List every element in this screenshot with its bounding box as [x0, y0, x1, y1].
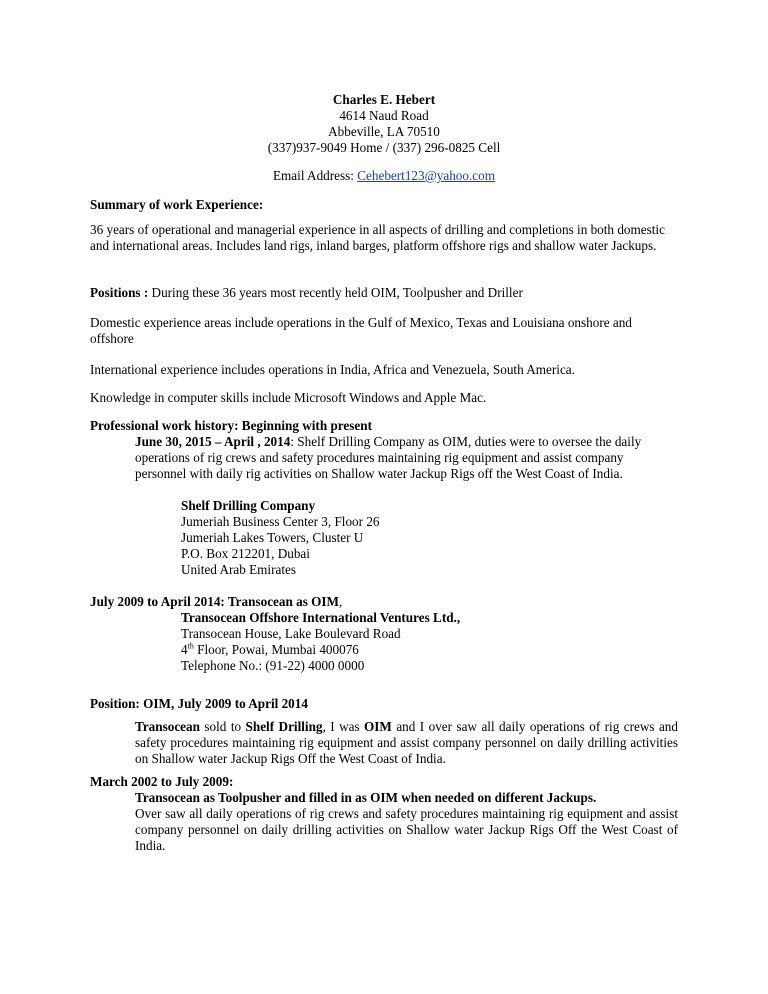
company2-name: Transocean Offshore International Ventures Ltd., [181, 610, 461, 625]
position-description [135, 719, 678, 767]
person-name: Charles E. Hebert [332, 92, 436, 107]
floor-number: 4 [181, 642, 188, 657]
job2-comma: , [338, 594, 343, 609]
company1-line4: United Arab Emirates [181, 562, 296, 577]
company2-line2 [181, 642, 581, 658]
company1-name: Shelf Drilling Company [181, 498, 316, 513]
position-text-c: and I over saw all daily operations of rig crews and safety procedures maintaining rig equipment and assist company personnel on daily drilling activities on Shallow water Jackup Rigs Off the West Coast of India. [135, 719, 678, 766]
company1-line2: Jumeriah Lakes Towers, Cluster U [181, 530, 364, 545]
domestic-experience: Domestic experience areas include operations in the Gulf of Mexico, Texas and Louisiana onshore and offshore [90, 315, 632, 346]
oim-bold: OIM [364, 719, 392, 734]
job2-heading-line [90, 594, 690, 610]
summary-text: 36 years of operational and managerial experience in all aspects of drilling and completions in both domestic and international areas. Includes land rigs, inland barges, platform offshore rigs and shallow water Jackups. [90, 222, 665, 253]
job1-dates: June 30, 2015 – April , 2014 [135, 434, 291, 449]
street-address: 4614 Naud Road [339, 108, 429, 123]
company2-line1: Transocean House, Lake Boulevard Road [181, 626, 401, 641]
job1-text: : Shelf Drilling Company as OIM, duties were to oversee the daily operations of rig crews and safety procedures maintaining rig equipment and assist company personnel with daily rig activities on Shallow water Jackup Rigs off the West Coast of India. [135, 434, 642, 481]
transocean-bold: Transocean [135, 719, 200, 734]
shelf-drilling-bold: Shelf Drilling [245, 719, 323, 734]
summary-heading: Summary of work Experience: [90, 197, 264, 212]
job1-description [135, 434, 675, 482]
company1-address [181, 498, 581, 578]
positions-text: During these 36 years most recently held OIM, Toolpusher and Driller [151, 285, 523, 300]
position-text-b: , I was [322, 719, 365, 734]
job3-description: Over saw all daily operations of rig crews and safety procedures maintaining rig equipment and assist company personnel on daily drilling activities on Shallow water Jackup Rigs Off the West Coast of India. [135, 806, 678, 853]
company2-phone: Telephone No.: (91-22) 4000 0000 [181, 658, 365, 673]
email-line [0, 168, 768, 184]
phone-numbers: (337)937-9049 Home / (337) 296-0825 Cell [267, 140, 501, 155]
floor-suffix: th [187, 641, 194, 651]
company1-line3: P.O. Box 212201, Dubai [181, 546, 310, 561]
positions-label: Positions : [90, 285, 149, 300]
floor-address: Floor, Powai, Mumbai 400076 [193, 642, 359, 657]
company2-address [181, 610, 581, 674]
computer-skills: Knowledge in computer skills include Microsoft Windows and Apple Mac. [90, 390, 487, 405]
email-link[interactable]: Cehebert123@yahoo.com [357, 168, 495, 183]
city-state-zip: Abbeville, LA 70510 [328, 124, 440, 139]
international-experience: International experience includes operations in India, Africa and Venezuela, South America. [90, 362, 575, 377]
position-text-a: sold to [199, 719, 246, 734]
job2-heading: July 2009 to April 2014: Transocean as OIM [90, 594, 339, 609]
email-label: Email Address: [272, 168, 354, 183]
position-heading: Position: OIM, July 2009 to April 2014 [90, 696, 308, 711]
company1-line1: Jumeriah Business Center 3, Floor 26 [181, 514, 380, 529]
job3-subheading: Transocean as Toolpusher and filled in as OIM when needed on different Jackups. [135, 790, 597, 805]
positions-line [90, 285, 690, 301]
history-heading: Professional work history: Beginning with present [90, 418, 372, 433]
job3-heading: March 2002 to July 2009: [90, 774, 234, 789]
